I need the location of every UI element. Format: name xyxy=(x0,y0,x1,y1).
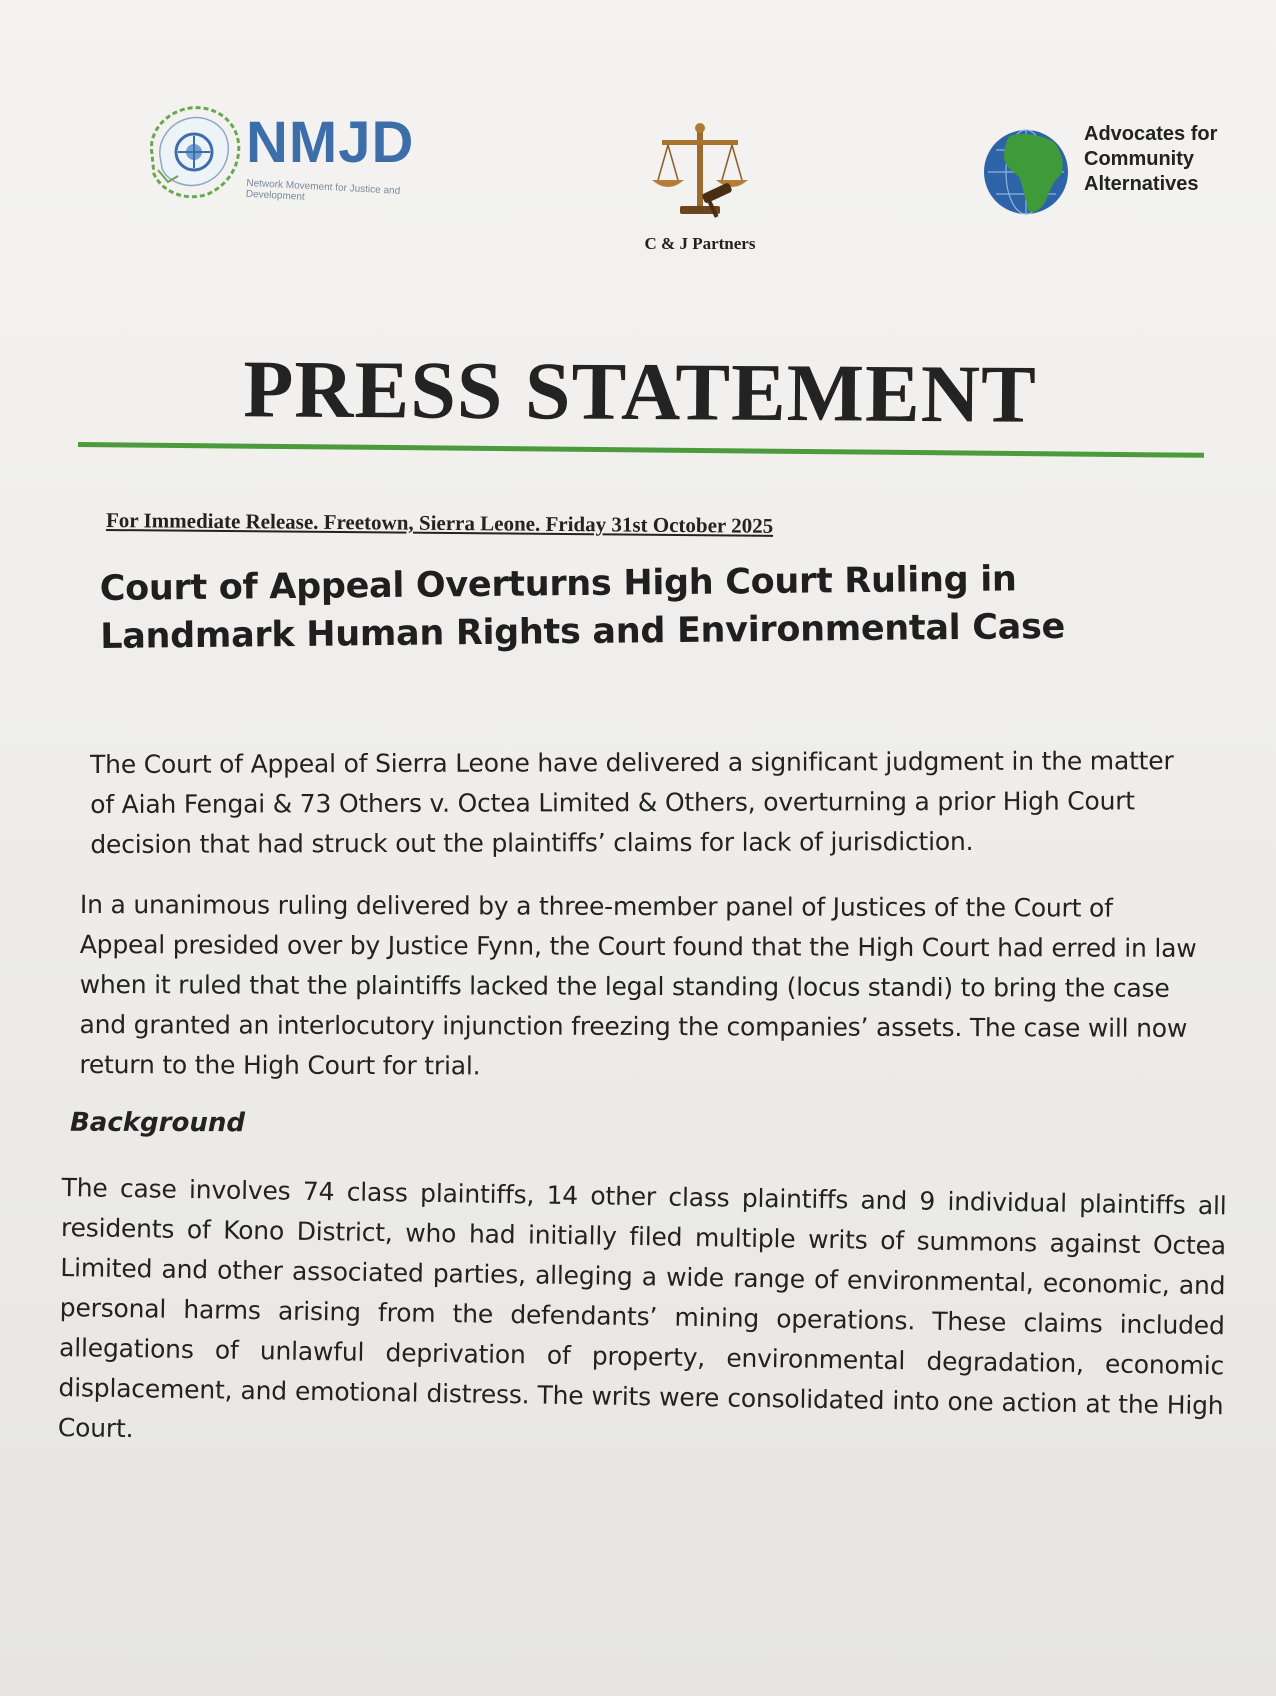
paragraph-background: The case involves 74 class plaintiffs, 14 other class plaintiffs and 9 individual plaintiffs all residents of Kono District, who had initially filed multiple writs of summons against Octea Limited and other associated parties, alleging a wide range of environmental, economic, and personal harms arising from the defendants’ mining operations. These claims included allegations of unlawful deprivation of property, environmental degradation, economic displacement, and emotional distress. The writs were consolidated into one action at the High Court. xyxy=(57,1172,1227,1444)
background-heading: Background xyxy=(69,1107,246,1139)
letterhead xyxy=(0,0,1276,290)
nmjd-logo xyxy=(138,96,415,226)
headline: Court of Appeal Overturns High Court Ruling in Landmark Human Rights and Environmental Case xyxy=(99,559,1066,657)
sierra-leone-map-icon xyxy=(138,96,250,208)
cj-partners-logo xyxy=(610,118,790,258)
release-line: For Immediate Release. Freetown, Sierra Leone. Friday 31st October 2025 xyxy=(105,508,774,538)
nmjd-tagline: Network Movement for Justice and Development xyxy=(245,177,401,203)
paragraph-ruling: In a unanimous ruling delivered by a three-member panel of Justices of the Court of Appeal presided over by Justice Fynn, the Court found that the High Court had erred in law when it ruled that the plaintiffs lacked the legal standing (locus standi) to bring the case and granted an interlocutory injunction freezing the companies’ assets. The case will now return to the High Court for trial. xyxy=(79,890,1197,1081)
paragraph-judgment: The Court of Appeal of Sierra Leone have delivered a significant judgment in the matter of Aiah Fengai & 73 Others v. Octea Limited & Others, overturning a prior High Court decision that had struck out the plaintiffs’ claims for lack of jurisdiction. xyxy=(90,746,1174,859)
nmjd-wordmark: NMJD xyxy=(246,110,415,175)
cj-partners-name: C & J Partners xyxy=(644,234,756,253)
aca-name: Advocates for Community Alternatives xyxy=(1084,123,1218,195)
page-title: PRESS STATEMENT xyxy=(242,343,1038,440)
title-block xyxy=(70,341,1211,443)
africa-globe-icon xyxy=(980,126,1072,218)
scales-of-justice-icon xyxy=(640,118,760,228)
green-divider xyxy=(78,442,1204,458)
aca-logo xyxy=(980,122,1240,212)
